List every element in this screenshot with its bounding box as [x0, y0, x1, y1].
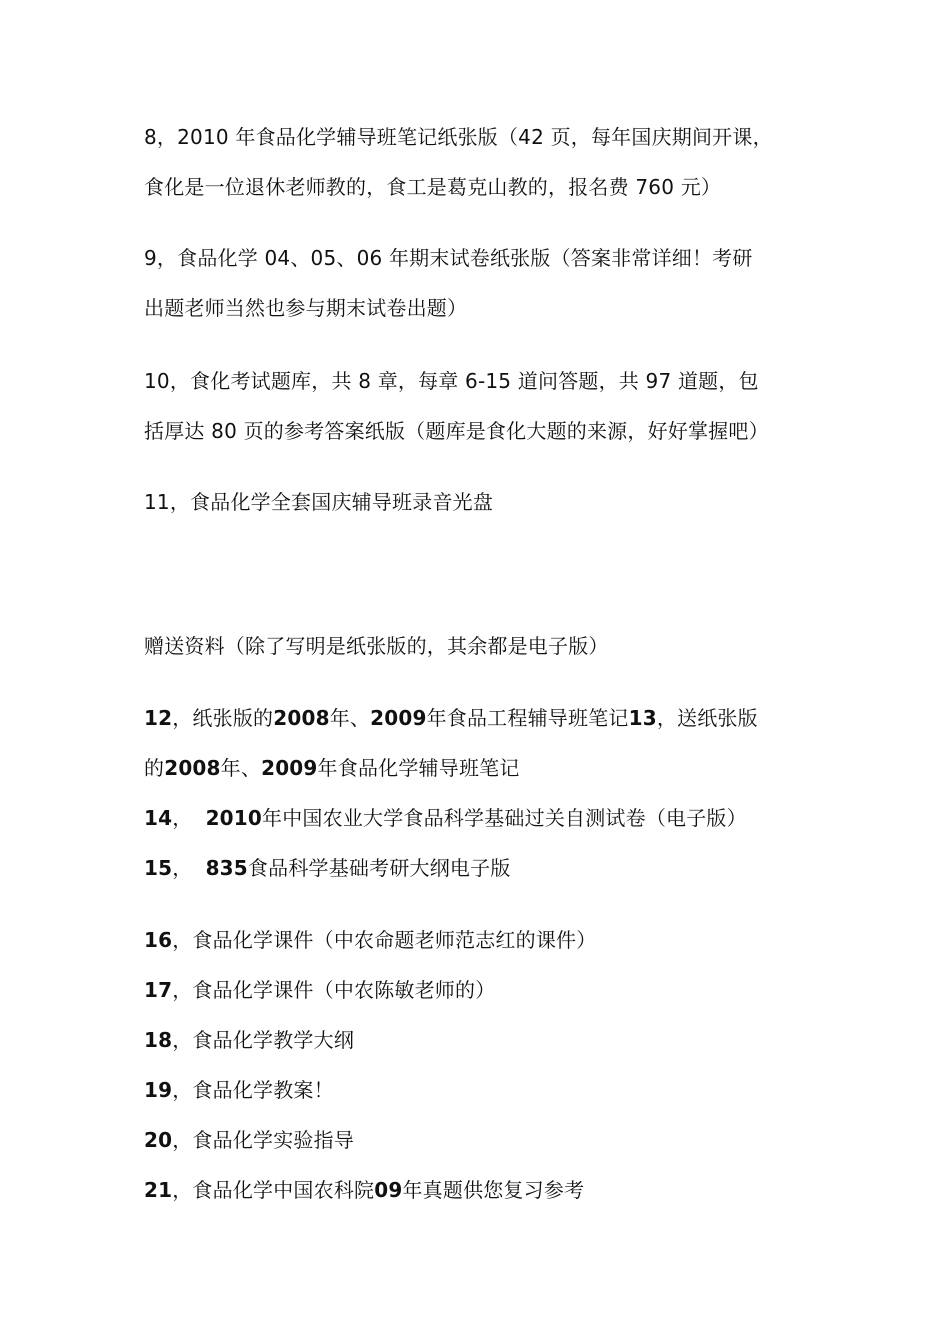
- item-12-text-b: 年、: [329, 706, 371, 730]
- item-19-number: 19: [144, 1078, 173, 1102]
- item-12-number: 12: [144, 706, 173, 730]
- item-18-number: 18: [144, 1028, 173, 1052]
- item-18-text: ，食品化学教学大纲: [172, 1028, 355, 1052]
- item-8-line-1: 8，2010 年食品化学辅导班笔记纸张版（42 页，每年国庆期间开课，: [144, 125, 773, 149]
- item-12-text-c: 年食品工程辅导班笔记: [426, 706, 629, 730]
- item-21-text-b: 年真题供您复习参考: [402, 1178, 585, 1202]
- gift-materials-heading: 赠送资料（除了写明是纸张版的，其余都是电子版）: [144, 634, 609, 658]
- item-13-text-b: 的: [144, 756, 165, 780]
- item-18-line: [144, 1027, 354, 1053]
- item-19-text: ，食品化学教案！: [172, 1078, 334, 1102]
- item-13-text-d: 年食品化学辅导班笔记: [317, 756, 520, 780]
- item-13-line: [144, 755, 520, 781]
- item-19-line: [144, 1077, 334, 1103]
- item-15-separator: ，: [172, 856, 193, 880]
- item-15-line: [144, 855, 511, 881]
- item-11-line-1: 11，食品化学全套国庆辅导班录音光盘: [144, 490, 494, 514]
- item-10-line-2: 括厚达 80 页的参考答案纸版（题库是食化大题的来源，好好掌握吧）: [144, 419, 769, 443]
- item-15-code: 835: [205, 856, 248, 880]
- item-13-year-2009: 2009: [261, 756, 318, 780]
- item-9-line-1: 9，食品化学 04、05、06 年期末试卷纸张版（答案非常详细！考研: [144, 246, 753, 270]
- item-17-text: ，食品化学课件（中农陈敏老师的）: [172, 978, 496, 1002]
- item-12-text-a: ，纸张版的: [172, 706, 274, 730]
- item-14-line: [144, 805, 747, 831]
- item-16-line: [144, 927, 596, 953]
- item-14-text: 年中国农业大学食品科学基础过关自测试卷（电子版）: [262, 806, 747, 830]
- item-13-text-a: ，送纸张版: [656, 706, 758, 730]
- item-21-number: 21: [144, 1178, 173, 1202]
- item-8-line-2: 食化是一位退休老师教的，食工是葛克山教的，报名费 760 元）: [144, 175, 722, 199]
- item-10-line-1: 10，食化考试题库，共 8 章，每章 6-15 道问答题，共 97 道题，包: [144, 369, 759, 393]
- item-13-text-c: 年、: [220, 756, 262, 780]
- item-21-line: [144, 1177, 584, 1203]
- item-17-line: [144, 977, 495, 1003]
- item-13-year-2008: 2008: [164, 756, 221, 780]
- item-17-number: 17: [144, 978, 173, 1002]
- item-20-line: [144, 1127, 354, 1153]
- item-15-text: 食品科学基础考研大纲电子版: [247, 856, 511, 880]
- item-12-year-2009: 2009: [370, 706, 427, 730]
- item-14-number: 14: [144, 806, 173, 830]
- item-9-line-2: 出题老师当然也参与期末试卷出题）: [144, 296, 468, 320]
- item-13-number: 13: [628, 706, 657, 730]
- item-20-number: 20: [144, 1128, 173, 1152]
- item-16-number: 16: [144, 928, 173, 952]
- item-20-text: ，食品化学实验指导: [172, 1128, 355, 1152]
- item-15-number: 15: [144, 856, 173, 880]
- item-21-text-a: ，食品化学中国农科院: [172, 1178, 375, 1202]
- item-12-line: [144, 705, 758, 731]
- item-21-year: 09: [374, 1178, 403, 1202]
- item-12-year-2008: 2008: [273, 706, 330, 730]
- item-14-year: 2010: [205, 806, 263, 830]
- item-14-separator: ，: [172, 806, 193, 830]
- item-16-text: ，食品化学课件（中农命题老师范志红的课件）: [172, 928, 597, 952]
